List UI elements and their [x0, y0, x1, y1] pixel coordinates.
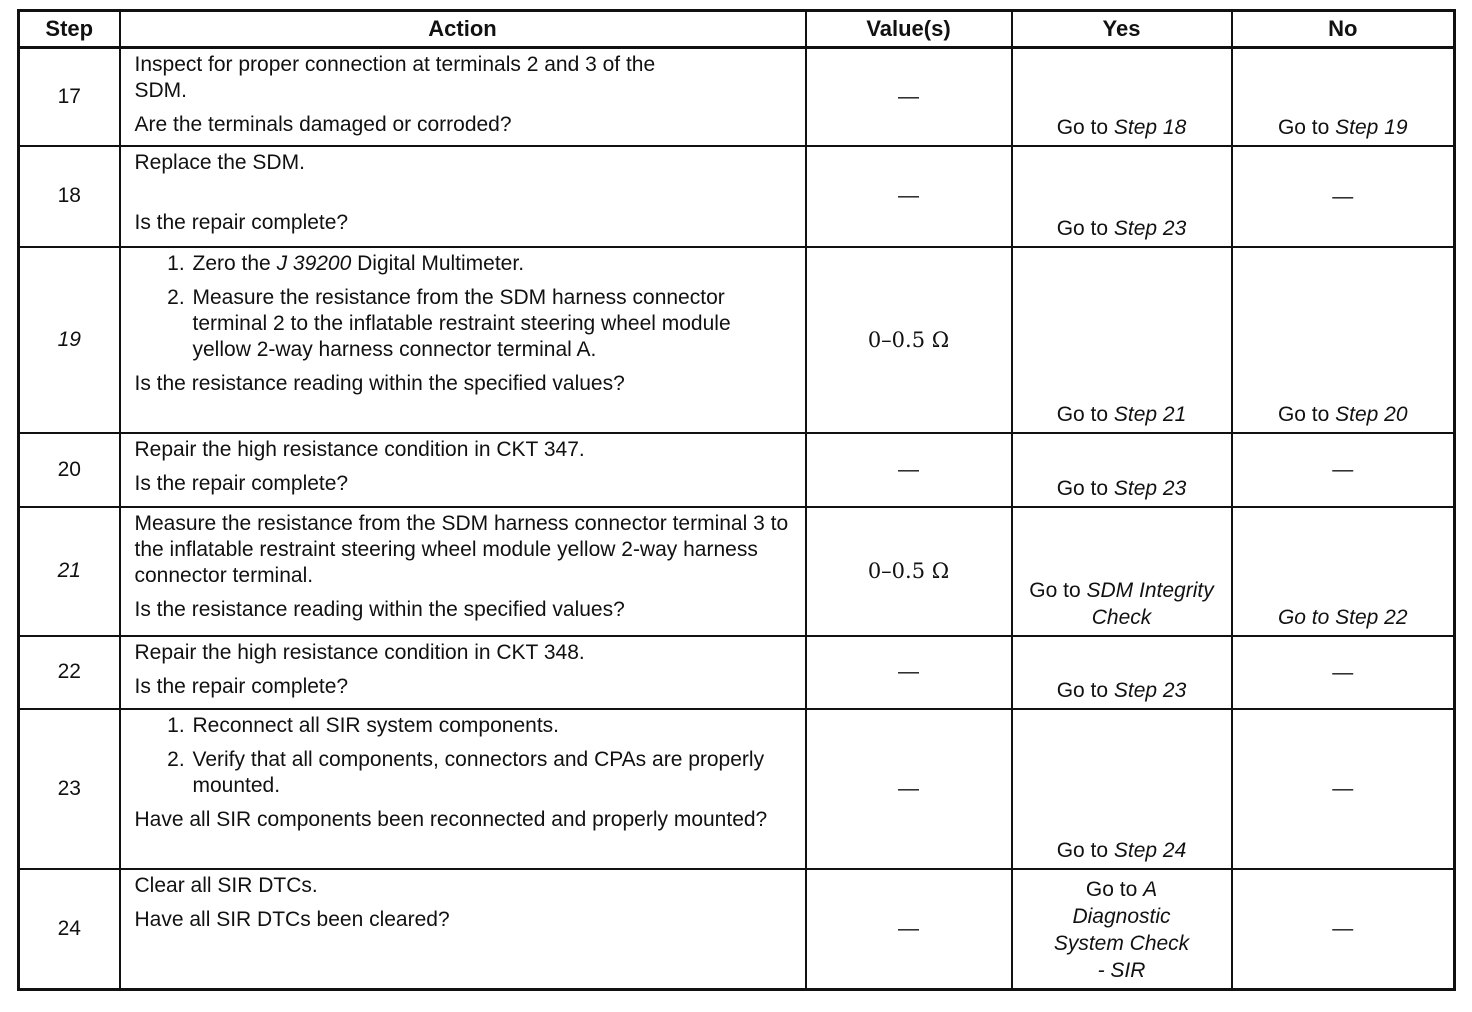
- no-step-link[interactable]: Step 19: [1335, 115, 1408, 139]
- action-cell: [120, 433, 806, 507]
- action-question: Is the resistance reading within the specified values?: [134, 597, 625, 621]
- table-row: [19, 636, 1455, 709]
- yes-step-link[interactable]: Step 23: [1113, 216, 1187, 240]
- yes-cell: Go to Step 23: [1012, 146, 1232, 247]
- no-cell: —: [1232, 146, 1455, 247]
- table-row: [19, 247, 1455, 433]
- action-cell: [120, 869, 806, 990]
- step-number: 22: [19, 636, 120, 709]
- no-cell: Go to Step 20: [1232, 247, 1455, 433]
- table-row: [19, 709, 1455, 869]
- header-yes: Yes: [1012, 11, 1232, 48]
- table-row: [19, 146, 1455, 247]
- value-cell: 0–0.5 Ω: [806, 507, 1012, 636]
- header-action: Action: [120, 11, 806, 48]
- list-item: 1. Reconnect all SIR system components.: [191, 713, 795, 739]
- yes-cell: Go to SDM Integrity Check: [1012, 507, 1232, 636]
- value-cell: —: [806, 636, 1012, 709]
- value-cell: —: [806, 433, 1012, 507]
- yes-step-link[interactable]: Step 23: [1113, 476, 1187, 500]
- header-no: No: [1232, 11, 1455, 48]
- action-question: Is the repair complete?: [134, 674, 349, 698]
- yes-cell: Go to Step 21: [1012, 247, 1232, 433]
- value-cell: —: [806, 869, 1012, 990]
- no-cell: [1232, 507, 1455, 636]
- action-cell: [120, 636, 806, 709]
- action-instruction: Clear all SIR DTCs.: [134, 873, 318, 897]
- action-cell: [120, 146, 806, 247]
- yes-cell: Go to Step 23: [1012, 636, 1232, 709]
- action-question: Are the terminals damaged or corroded?: [134, 113, 512, 136]
- table-row: [19, 433, 1455, 507]
- action-steps-list: [135, 251, 795, 363]
- step-number: 20: [19, 433, 120, 507]
- header-row: [19, 11, 1455, 48]
- value-cell: —: [806, 709, 1012, 869]
- yes-cell: Go to Step 23: [1012, 433, 1232, 507]
- yes-cell: Go to A Diagnostic System Check - SIR: [1012, 869, 1232, 990]
- yes-step-link[interactable]: Step 23: [1113, 678, 1187, 702]
- no-step-link[interactable]: Step 20: [1335, 402, 1408, 426]
- action-steps-list: [135, 713, 795, 799]
- no-cell: —: [1232, 636, 1455, 709]
- step-number: 24: [19, 869, 120, 990]
- step-number: 19: [19, 247, 120, 433]
- action-instruction: Repair the high resistance condition in CKT 348.: [134, 640, 585, 664]
- action-cell: [120, 507, 806, 636]
- tool-reference: J 39200: [276, 251, 352, 275]
- action-instruction: Inspect for proper connection at terminals 2 and 3 of the SDM.: [134, 53, 656, 102]
- value-cell: 0–0.5 Ω: [806, 247, 1012, 433]
- yes-cell: Go to Step 24: [1012, 709, 1232, 869]
- yes-step-link[interactable]: SDM Integrity Check: [1086, 578, 1214, 629]
- step-number: 23: [19, 709, 120, 869]
- table-row: [19, 869, 1455, 990]
- action-question: Have all SIR components been reconnected and properly mounted?: [134, 807, 768, 831]
- table-row: [19, 48, 1455, 146]
- list-item: 2. Measure the resistance from the SDM harness connector terminal 2 to the inflatable restraint steering wheel module yellow 2-way harness connector terminal A.: [191, 285, 795, 363]
- no-cell: Go to Step 19: [1232, 48, 1455, 146]
- no-cell: —: [1232, 869, 1455, 990]
- value-cell: —: [806, 48, 1012, 146]
- action-question: Is the repair complete?: [134, 471, 349, 495]
- table-row: [19, 507, 1455, 636]
- no-cell: —: [1232, 433, 1455, 507]
- yes-step-link[interactable]: Step 24: [1113, 838, 1187, 862]
- list-item: 1. Zero the J 39200 Digital Multimeter.: [191, 251, 795, 277]
- action-question: Is the repair complete?: [134, 210, 349, 234]
- value-cell: —: [806, 146, 1012, 247]
- yes-cell: Go to Step 18: [1012, 48, 1232, 146]
- action-instruction: Replace the SDM.: [134, 150, 305, 174]
- diagnostic-table: [17, 9, 1456, 991]
- action-cell: [120, 247, 806, 433]
- no-step-link[interactable]: Go to Step 22: [1277, 605, 1408, 629]
- action-cell: [120, 709, 806, 869]
- list-item: 2. Verify that all components, connectors and CPAs are properly mounted.: [191, 747, 795, 799]
- yes-step-link[interactable]: Step 18: [1113, 115, 1187, 139]
- action-instruction: Measure the resistance from the SDM harness connector terminal 3 to the inflatable restraint steering wheel module yellow 2-way harness connector terminal.: [134, 511, 789, 587]
- action-question: Have all SIR DTCs been cleared?: [134, 907, 450, 931]
- yes-step-link[interactable]: A Diagnostic System Check - SIR: [1053, 878, 1190, 982]
- step-number: 21: [19, 507, 120, 636]
- action-cell: [120, 48, 806, 146]
- step-number: 17: [19, 48, 120, 146]
- action-question: Is the resistance reading within the specified values?: [134, 371, 625, 395]
- header-step: Step: [19, 11, 120, 48]
- no-cell: —: [1232, 709, 1455, 869]
- header-values: Value(s): [806, 11, 1012, 48]
- yes-step-link[interactable]: Step 21: [1113, 402, 1187, 426]
- step-number: 18: [19, 146, 120, 247]
- action-instruction: Repair the high resistance condition in CKT 347.: [134, 437, 585, 461]
